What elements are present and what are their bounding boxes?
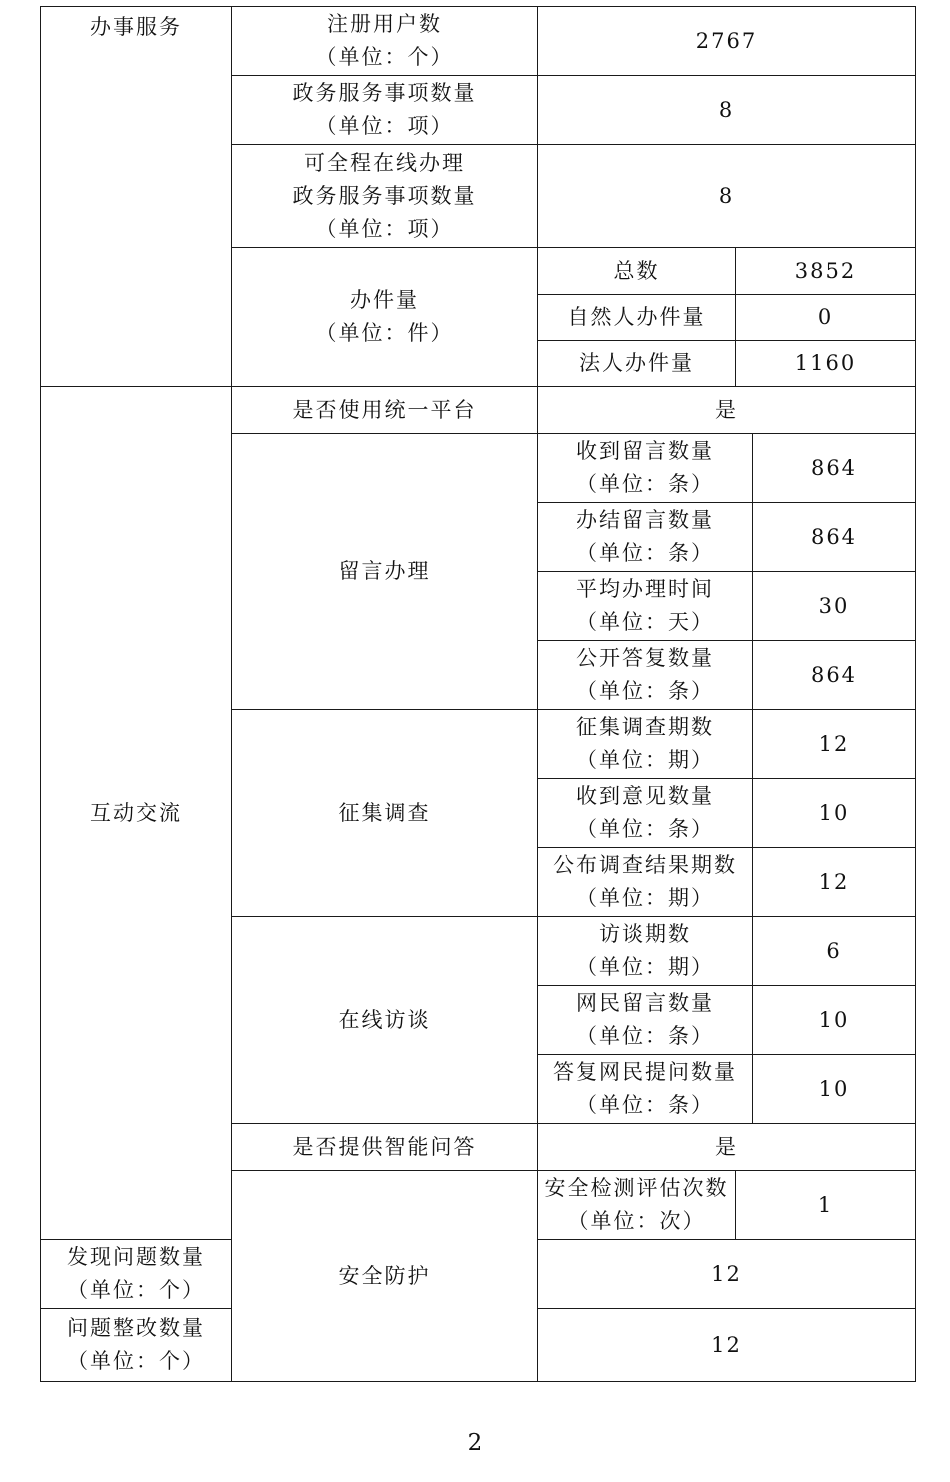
- value-smart-qa: 是: [538, 1124, 916, 1171]
- value-cases-natural: 0: [736, 295, 916, 341]
- category-security: 安全防护: [232, 1171, 538, 1382]
- label-netizen-msgs: 网民留言数量 （单位：条）: [538, 986, 753, 1055]
- value-messages-received: 864: [753, 434, 916, 503]
- value-public-replies: 864: [753, 641, 916, 710]
- category-interaction: 互动交流: [41, 387, 232, 1240]
- value-unified-platform: 是: [538, 387, 916, 434]
- label-service-items: 政务服务事项数量 （单位：项）: [232, 76, 538, 145]
- label-cases-legal: 法人办件量: [538, 341, 736, 387]
- value-survey-opinions: 10: [753, 779, 916, 848]
- value-cases-legal: 1160: [736, 341, 916, 387]
- value-answers: 10: [753, 1055, 916, 1124]
- value-security-checks: 1: [736, 1171, 916, 1240]
- label-messages-concluded: 办结留言数量 （单位：条）: [538, 503, 753, 572]
- label-issues-found: 发现问题数量 （单位：个）: [41, 1240, 232, 1309]
- value-issues-found: 12: [538, 1240, 916, 1309]
- table-row: [41, 7, 916, 76]
- value-survey-periods: 12: [753, 710, 916, 779]
- label-cases-total: 总数: [538, 248, 736, 295]
- value-messages-concluded: 864: [753, 503, 916, 572]
- value-online-items: 8: [538, 145, 916, 248]
- label-interview-periods: 访谈期数 （单位：期）: [538, 917, 753, 986]
- label-security-checks: 安全检测评估次数 （单位：次）: [538, 1171, 736, 1240]
- label-cases-natural: 自然人办件量: [538, 295, 736, 341]
- label-smart-qa: 是否提供智能问答: [232, 1124, 538, 1171]
- group-messages: 留言办理: [232, 434, 538, 710]
- value-service-items: 8: [538, 76, 916, 145]
- label-survey-periods: 征集调查期数 （单位：期）: [538, 710, 753, 779]
- page-number: 2: [467, 1430, 483, 1456]
- value-avg-time: 30: [753, 572, 916, 641]
- category-service: 办事服务: [41, 7, 232, 387]
- label-survey-published: 公布调查结果期数 （单位：期）: [538, 848, 753, 917]
- value-registered-users: 2767: [538, 7, 916, 76]
- label-cases: 办件量 （单位：件）: [232, 248, 538, 387]
- label-avg-time: 平均办理时间 （单位：天）: [538, 572, 753, 641]
- value-survey-published: 12: [753, 848, 916, 917]
- value-cases-total: 3852: [736, 248, 916, 295]
- label-issues-fixed: 问题整改数量 （单位：个）: [41, 1309, 232, 1382]
- label-survey-opinions: 收到意见数量 （单位：条）: [538, 779, 753, 848]
- label-messages-received: 收到留言数量 （单位：条）: [538, 434, 753, 503]
- label-online-items: 可全程在线办理 政务服务事项数量 （单位：项）: [232, 145, 538, 248]
- label-registered-users: 注册用户数 （单位：个）: [232, 7, 538, 76]
- value-issues-fixed: 12: [538, 1309, 916, 1382]
- value-netizen-msgs: 10: [753, 986, 916, 1055]
- table-row: [41, 387, 916, 434]
- label-unified-platform: 是否使用统一平台: [232, 387, 538, 434]
- label-public-replies: 公开答复数量 （单位：条）: [538, 641, 753, 710]
- statistics-table: [40, 6, 916, 1382]
- label-answers: 答复网民提问数量 （单位：条）: [538, 1055, 753, 1124]
- group-survey: 征集调查: [232, 710, 538, 917]
- value-interview-periods: 6: [753, 917, 916, 986]
- group-interview: 在线访谈: [232, 917, 538, 1124]
